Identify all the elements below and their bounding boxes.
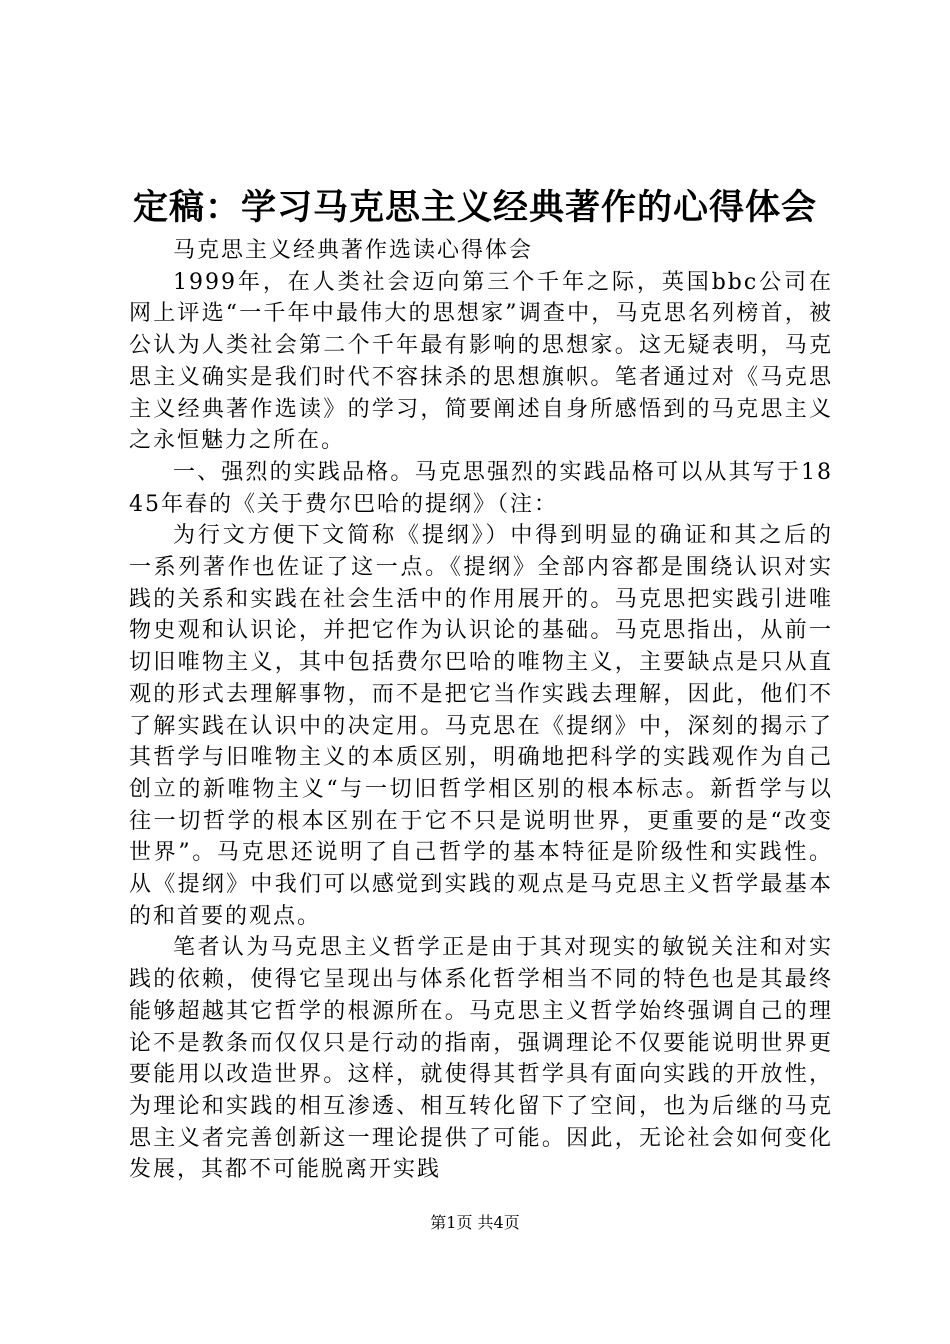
document-title: 定稿：学习马克思主义经典著作的心得体会 (132, 187, 817, 228)
body-paragraph-author-view: 笔者认为马克思主义哲学正是由于其对现实的敏锐关注和对实践的依赖，使得它呈现出与体系化哲学相当不同的特色也是其最终能够超越其它哲学的根源所在。马克思主义哲学始终强调自己的理论不是教条而仅仅只是行动的指南，强调理论不仅要能说明世界更要能用以改造世界。这样，就使得其哲学具有面向实践的开放性，为理论和实践的相互渗透、相互转化留下了空间，也为后继的马克思主义者完善创新这一理论提供了可能。因此，无论社会如何变化发展，其都不可能脱离开实践 (129, 935, 833, 1183)
body-paragraph-section-one: 一、强烈的实践品格。马克思强烈的实践品格可以从其写于1845年春的《关于费尔巴哈的提纲》（注： (129, 459, 833, 517)
body-paragraph-intro: 1999年，在人类社会迈向第三个千年之际，英国bbc公司在网上评选“一千年中最伟大的思想家”调查中，马克思名列榜首，被公认为人类社会第二个千年最有影响的思想家。这无疑表明，马克思主义确实是我们时代不容抹杀的思想旗帜。笔者通过对《马克思主义经典著作选读》的学习，简要阐述自身所感悟到的马克思主义之永恒魅力之所在。 (129, 269, 833, 454)
body-paragraph-tigang: 为行文方便下文简称《提纲》）中得到明显的确证和其之后的一系列著作也佐证了这一点。《提纲》全部内容都是围绕认识对实践的关系和实践在社会生活中的作用展开的。马克思把实践引进唯物史观和认识论，并把它作为认识论的基础。马克思指出，从前一切旧唯物主义，其中包括费尔巴哈的唯物主义，主要缺点是只从直观的形式去理解事物，而不是把它当作实践去理解，因此，他们不了解实践在认识中的决定用。马克思在《提纲》中，深刻的揭示了其哲学与旧唯物主义的本质区别，明确地把科学的实践观作为自己创立的新唯物主义“与一切旧哲学相区别的根本标志。新哲学与以往一切哲学的根本区别在于它不只是说明世界，更重要的是“改变世界”。马克思还说明了自己哲学的基本特征是阶级性和实践性。从《提纲》中我们可以感觉到实践的观点是马克思主义哲学最基本的和首要的观点。 (129, 523, 833, 929)
body-paragraph-subtitle: 马克思主义经典著作选读心得体会 (173, 238, 534, 263)
document-body (129, 235, 833, 1186)
page-number-footer: 第1页 共4页 (430, 1213, 520, 1232)
